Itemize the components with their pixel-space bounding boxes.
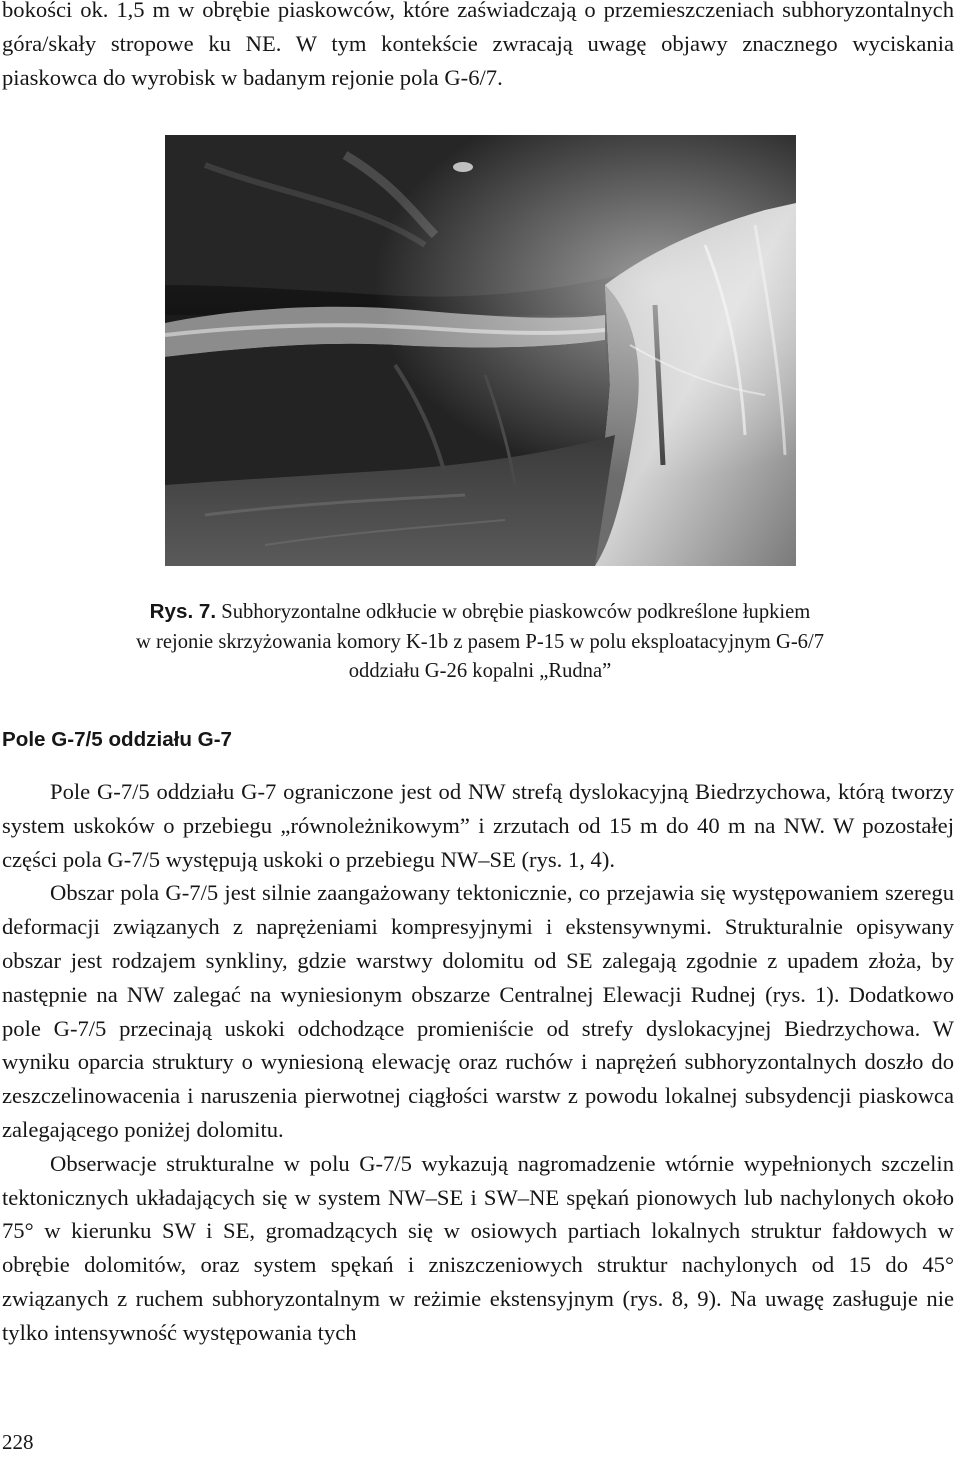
caption-line-2: w rejonie skrzyżowania komory K-1b z pasem P-15 w polu eksploatacyjnym G-6/7: [135, 630, 824, 653]
caption-text-1: Subhoryzontalne odkłucie w obrębie piaskowców podkreślone łupkiem: [221, 601, 811, 623]
body-paragraph-1: Pole G-7/5 oddziału G-7 ograniczone jest od NW strefą dyslokacyjną Biedrzychowa, którą tworzy system uskoków o przebiegu „równoleżnikowym” i zrzutach od 15 m do 40 m na NW. W pozostałej części pola G-7/5 występują uskoki o przebiegu NW–SE (rys. 1, 4).: [2, 779, 954, 872]
body-paragraph-2: Obszar pola G-7/5 jest silnie zaangażowany tektonicznie, co przejawia się występowaniem szeregu deformacji związanych z naprężeniami kompresyjnymi i ekstensywnymi. Strukturalnie opisywany obszar jest rodzajem synkliny, gdzie warstwy dolomitu od SE zalegają zgodnie z upadem złoża, by następnie na NW zalegać na wyniesionym obszarze Centralnej Elewacji Rudnej (rys. 1). Dodatkowo pole G-7/5 przecinają uskoki odchodzące promieniście od strefy dyslokacyjnej Biedrzychowa. W wyniku oparcia struktury o wyniesioną elewację oraz ruchów i naprężeń subhoryzontalnych doszło do zeszczelinowacenia i naruszenia pierwotnej ciągłości warstw z powodu lokalnej subsydencji piaskowca zalegającego poniżej dolomitu.: [2, 880, 954, 1142]
caption-line-3: oddziału G-26 kopalni „Rudna”: [348, 660, 612, 683]
figure-caption: [0, 597, 960, 687]
mine-gallery-photo: [165, 135, 796, 566]
figure-label: Rys. 7.: [149, 600, 217, 623]
body-paragraph-3: Obserwacje strukturalne w polu G-7/5 wykazują nagromadzenie wtórnie wypełnionych szczelin tektonicznych układających się w system NW–SE i SW–NE spękań pionowych lub nachylonych około 75° w kierunku SW i SE, gromadzących się w osiowych partiach lokalnych struktur fałdowych w obrębie dolomitów, oraz system spękań i zniszczeniowych struktur nachylonych od 15 do 45° związanych z ruchem subhoryzontalnym w reżimie ekstensyjnym (rys. 8, 9). Na uwagę zasługuje nie tylko intensywność występowania tych: [2, 1150, 954, 1345]
section-heading: Pole G-7/5 oddziału G-7: [2, 728, 233, 751]
page-number: 228: [2, 1430, 34, 1454]
top-paragraph: bokości ok. 1,5 m w obrębie piaskowców, które zaświadczają o przemieszczeniach subhoryzontalnych góra/skały stropowe ku NE. W tym kontekście zwracają uwagę objawy znacznego wyciskania piaskowca do wyrobisk w badanym rejonie pola G-6/7.: [2, 0, 954, 90]
section-body: [2, 775, 954, 1350]
caption-line-1: [0, 597, 960, 628]
